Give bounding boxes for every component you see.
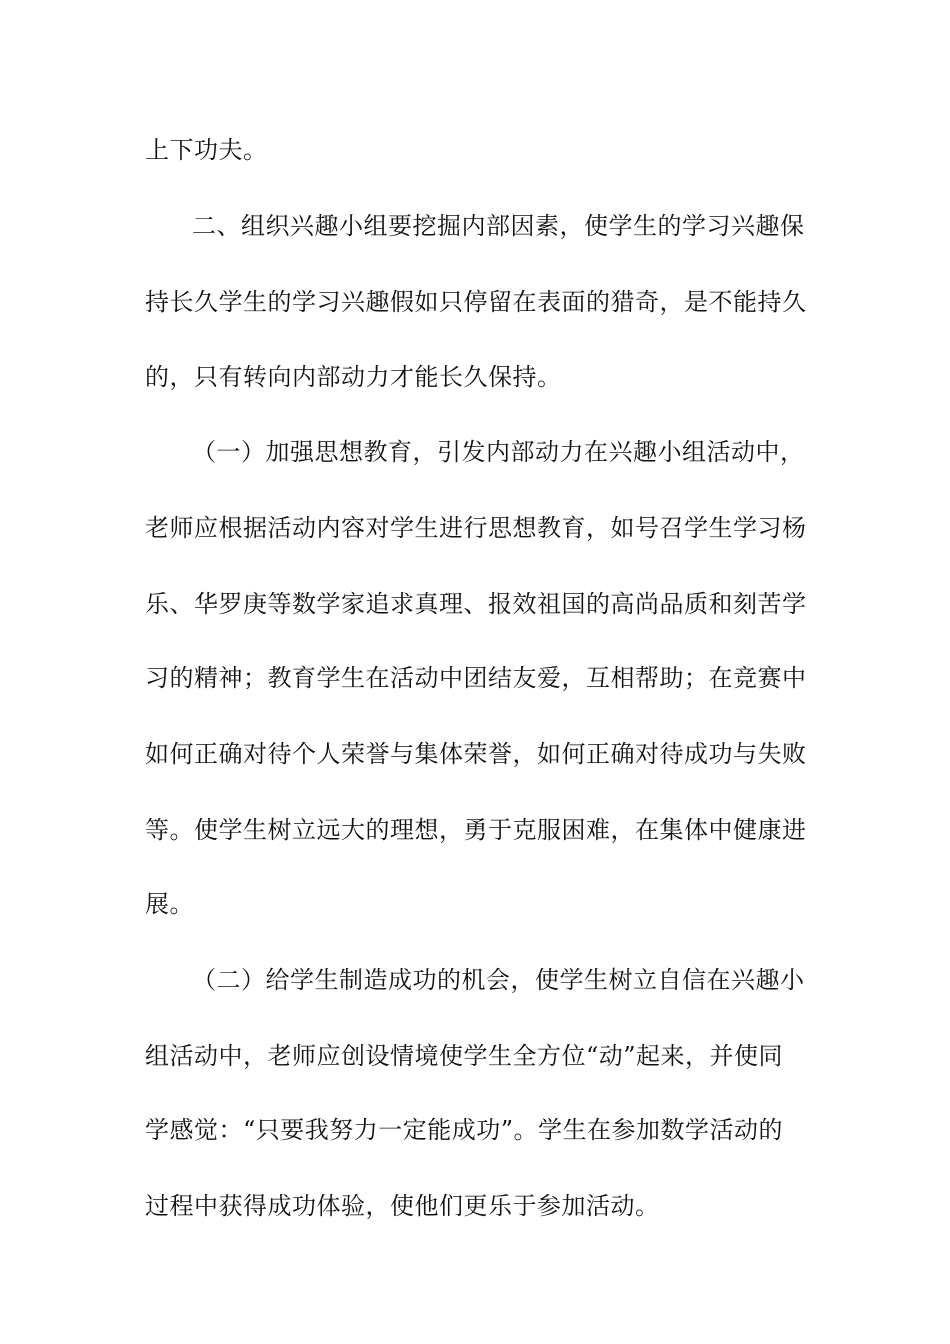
text-line bbox=[0, 357, 950, 397]
line-text: 组活动中，老师应创设情境使学生全方位“动”起来，并使同 bbox=[145, 1042, 784, 1070]
line-text: 展。 bbox=[145, 890, 194, 918]
line-text: 乐、华罗庚等数学家追求真理、报效祖国的高尚品质和刻苦学 bbox=[145, 590, 807, 618]
text-line bbox=[0, 282, 950, 322]
text-line bbox=[0, 584, 950, 624]
text-line bbox=[0, 1036, 950, 1076]
line-text: 习的精神；教育学生在活动中团结友爱，互相帮助；在竞赛中 bbox=[145, 664, 807, 692]
line-text: 上下功夫。 bbox=[145, 136, 268, 164]
line-text: 持长久学生的学习兴趣假如只停留在表面的猎奇，是不能持久 bbox=[145, 288, 807, 316]
text-line bbox=[0, 432, 950, 472]
line-text: 等。使学生树立远大的理想，勇于克服困难，在集体中健康进 bbox=[145, 816, 807, 844]
line-text: 学感觉：“只要我努力一定能成功”。学生在参加数学活动的 bbox=[145, 1116, 784, 1144]
line-text: 的，只有转向内部动力才能长久保持。 bbox=[145, 363, 562, 391]
line-text: 如何正确对待个人荣誉与集体荣誉，如何正确对待成功与失败 bbox=[145, 740, 807, 768]
text-line bbox=[0, 1186, 950, 1226]
line-text: （一）加强思想教育，引发内部动力在兴趣小组活动中， bbox=[192, 438, 805, 466]
text-line bbox=[0, 658, 950, 698]
line-text: 老师应根据活动内容对学生进行思想教育，如号召学生学习杨 bbox=[145, 514, 807, 542]
text-line bbox=[0, 960, 950, 1000]
line-text: （二）给学生制造成功的机会，使学生树立自信在兴趣小 bbox=[192, 966, 805, 994]
line-text: 过程中获得成功体验，使他们更乐于参加活动。 bbox=[145, 1192, 660, 1220]
text-line bbox=[0, 508, 950, 548]
text-line bbox=[0, 884, 950, 924]
text-line bbox=[0, 130, 950, 170]
text-line bbox=[0, 734, 950, 774]
line-text: 二、组织兴趣小组要挖掘内部因素，使学生的学习兴趣保 bbox=[192, 212, 805, 240]
text-line bbox=[0, 206, 950, 246]
text-line bbox=[0, 810, 950, 850]
text-line bbox=[0, 1110, 950, 1150]
